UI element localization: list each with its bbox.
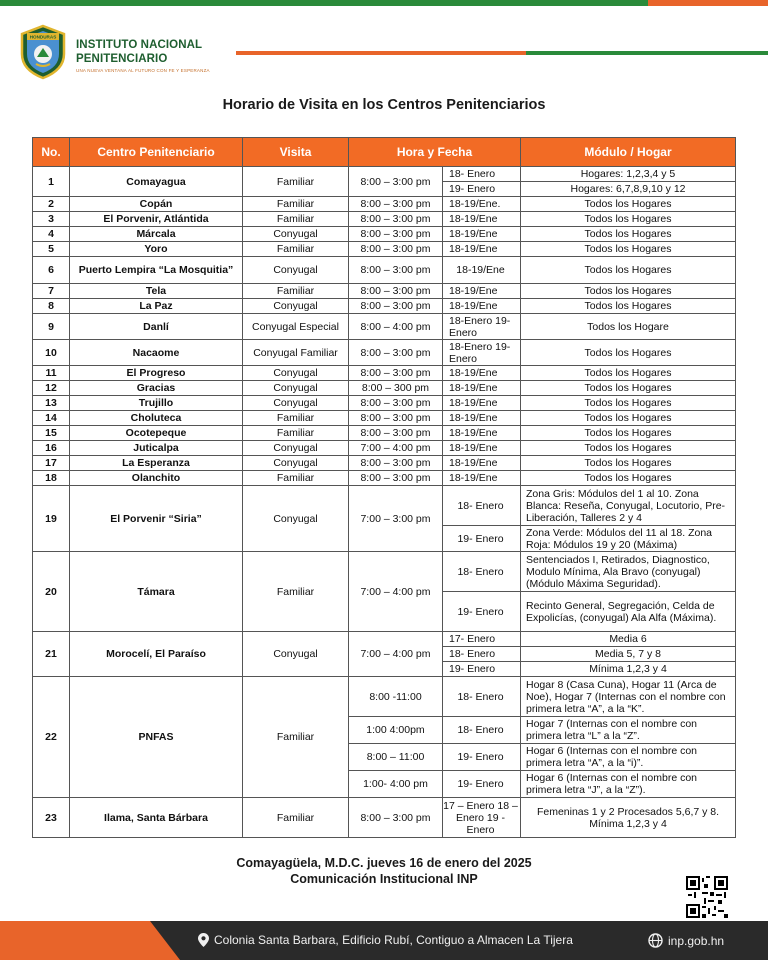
table-row xyxy=(33,441,736,456)
cell-no: 4 xyxy=(33,227,70,242)
cell-fecha: 18-Enero 19- Enero xyxy=(443,340,521,366)
address xyxy=(198,933,573,947)
cell-fecha: 18-19/Ene xyxy=(443,396,521,411)
cell-modulo: Mínima 1,2,3 y 4 xyxy=(521,662,736,677)
table-row xyxy=(33,381,736,396)
table-row xyxy=(33,167,736,182)
page-header xyxy=(18,24,758,84)
cell-fecha: 18-19/Ene xyxy=(443,227,521,242)
cell-hora: 7:00 – 3:00 pm xyxy=(349,486,443,552)
cell-fecha: 18-19/Ene xyxy=(443,411,521,426)
cell-fecha: 18-19/Ene. xyxy=(443,197,521,212)
cell-modulo: Hogares: 1,2,3,4 y 5 xyxy=(521,167,736,182)
table-row xyxy=(33,677,736,717)
cell-hora: 7:00 – 4:00 pm xyxy=(349,441,443,456)
cell-centro: Danlí xyxy=(70,314,243,340)
cell-centro: Trujillo xyxy=(70,396,243,411)
cell-fecha: 17 – Enero 18 – Enero 19 - Enero xyxy=(443,798,521,838)
cell-modulo: Hogar 6 (Internas con el nombre con primera letra “A”, a la “i)”. xyxy=(521,744,736,771)
cell-no: 16 xyxy=(33,441,70,456)
cell-no: 11 xyxy=(33,366,70,381)
cell-no: 18 xyxy=(33,471,70,486)
cell-fecha: 19- Enero xyxy=(443,526,521,552)
table-row xyxy=(33,396,736,411)
table-row xyxy=(33,212,736,227)
table-row xyxy=(33,197,736,212)
cell-fecha: 19- Enero xyxy=(443,592,521,632)
cell-fecha: 18- Enero xyxy=(443,486,521,526)
cell-centro: Choluteca xyxy=(70,411,243,426)
cell-fecha: 18- Enero xyxy=(443,677,521,717)
top-color-band xyxy=(0,0,768,6)
cell-fecha: 19- Enero xyxy=(443,662,521,677)
cell-visita: Conyugal xyxy=(243,257,349,284)
cell-fecha: 17- Enero xyxy=(443,632,521,647)
cell-hora: 8:00 – 3:00 pm xyxy=(349,227,443,242)
cell-hora: 8:00 – 3:00 pm xyxy=(349,798,443,838)
table-row xyxy=(33,314,736,340)
cell-fecha: 18-19/Ene xyxy=(443,257,521,284)
cell-visita: Conyugal Especial xyxy=(243,314,349,340)
location-pin-icon xyxy=(198,933,209,947)
header-no: No. xyxy=(33,138,70,167)
cell-modulo: Hogar 8 (Casa Cuna), Hogar 11 (Arca de Noe), Hogar 7 (Internas con el nombre con primera letra “A”, a la “K”. xyxy=(521,677,736,717)
cell-hora: 8:00 – 3:00 pm xyxy=(349,212,443,227)
cell-modulo: Todos los Hogare xyxy=(521,314,736,340)
cell-modulo: Todos los Hogares xyxy=(521,471,736,486)
cell-no: 9 xyxy=(33,314,70,340)
schedule-table xyxy=(32,137,736,838)
cell-no: 2 xyxy=(33,197,70,212)
cell-fecha: 18-19/Ene xyxy=(443,284,521,299)
cell-modulo: Todos los Hogares xyxy=(521,197,736,212)
cell-no: 12 xyxy=(33,381,70,396)
cell-hora: 8:00 – 3:00 pm xyxy=(349,299,443,314)
cell-modulo: Todos los Hogares xyxy=(521,456,736,471)
cell-modulo: Femeninas 1 y 2 Procesados 5,6,7 y 8. Mínima 1,2,3 y 4 xyxy=(521,798,736,838)
cell-hora: 8:00 – 3:00 pm xyxy=(349,242,443,257)
cell-hora: 8:00 – 11:00 xyxy=(349,744,443,771)
cell-centro: Gracias xyxy=(70,381,243,396)
cell-visita: Conyugal xyxy=(243,456,349,471)
cell-fecha: 18- Enero xyxy=(443,167,521,182)
cell-no: 22 xyxy=(33,677,70,798)
cell-modulo: Zona Gris: Módulos del 1 al 10. Zona Blanca: Reseña, Conyugal, Locutorio, Pre-Liberación, Talleres 2 y 4 xyxy=(521,486,736,526)
cell-visita: Familiar xyxy=(243,552,349,632)
cell-hora: 1:00 4:00pm xyxy=(349,717,443,744)
cell-fecha: 18-19/Ene xyxy=(443,441,521,456)
cell-modulo: Hogar 6 (Internas con el nombre con primera letra “J”, a la “Z”). xyxy=(521,771,736,798)
cell-visita: Familiar xyxy=(243,197,349,212)
footer-signature xyxy=(0,855,768,887)
cell-modulo: Todos los Hogares xyxy=(521,411,736,426)
table-row xyxy=(33,299,736,314)
table-row xyxy=(33,242,736,257)
table-row xyxy=(33,411,736,426)
cell-fecha: 18-19/Ene xyxy=(443,426,521,441)
cell-fecha: 18- Enero xyxy=(443,647,521,662)
cell-modulo: Todos los Hogares xyxy=(521,212,736,227)
cell-visita: Familiar xyxy=(243,284,349,299)
cell-visita: Conyugal xyxy=(243,486,349,552)
table-row xyxy=(33,227,736,242)
cell-no: 23 xyxy=(33,798,70,838)
cell-centro: Nacaome xyxy=(70,340,243,366)
cell-centro: Comayagua xyxy=(70,167,243,197)
cell-modulo: Recinto General, Segregación, Celda de Expolicías, (conyugal) Ala Alfa (Máxima). xyxy=(521,592,736,632)
cell-centro: Juticalpa xyxy=(70,441,243,456)
cell-no: 3 xyxy=(33,212,70,227)
cell-modulo: Todos los Hogares xyxy=(521,299,736,314)
table-row xyxy=(33,456,736,471)
cell-fecha: 18- Enero xyxy=(443,717,521,744)
cell-modulo: Media 6 xyxy=(521,632,736,647)
website[interactable] xyxy=(648,933,724,948)
institution-logo xyxy=(18,24,68,80)
cell-visita: Familiar xyxy=(243,167,349,197)
cell-modulo: Todos los Hogares xyxy=(521,227,736,242)
cell-visita: Conyugal Familiar xyxy=(243,340,349,366)
cell-hora: 7:00 – 4:00 pm xyxy=(349,552,443,632)
table-row xyxy=(33,552,736,592)
cell-no: 17 xyxy=(33,456,70,471)
cell-visita: Conyugal xyxy=(243,381,349,396)
cell-visita: Familiar xyxy=(243,212,349,227)
cell-modulo: Todos los Hogares xyxy=(521,441,736,456)
cell-no: 10 xyxy=(33,340,70,366)
cell-no: 1 xyxy=(33,167,70,197)
header-modulo: Módulo / Hogar xyxy=(521,138,736,167)
cell-hora: 8:00 – 4:00 pm xyxy=(349,314,443,340)
cell-hora: 8:00 – 3:00 pm xyxy=(349,257,443,284)
cell-hora: 8:00 – 3:00 pm xyxy=(349,340,443,366)
cell-modulo: Todos los Hogares xyxy=(521,396,736,411)
footer-date: Comayagüela, M.D.C. jueves 16 de enero del 2025 xyxy=(236,856,532,870)
cell-fecha: 18- Enero xyxy=(443,552,521,592)
cell-modulo: Todos los Hogares xyxy=(521,242,736,257)
cell-hora: 8:00 – 3:00 pm xyxy=(349,471,443,486)
page-title: Horario de Visita en los Centros Penitenciarios xyxy=(222,97,546,113)
cell-no: 8 xyxy=(33,299,70,314)
cell-fecha: 18-19/Ene xyxy=(443,366,521,381)
cell-fecha: 19- Enero xyxy=(443,182,521,197)
cell-centro: Copán xyxy=(70,197,243,212)
cell-centro: El Porvenir, Atlántida xyxy=(70,212,243,227)
cell-hora: 8:00 – 3:00 pm xyxy=(349,197,443,212)
cell-visita: Familiar xyxy=(243,426,349,441)
cell-visita: Familiar xyxy=(243,798,349,838)
cell-no: 20 xyxy=(33,552,70,632)
cell-hora: 8:00 -11:00 xyxy=(349,677,443,717)
cell-modulo: Hogares: 6,7,8,9,10 y 12 xyxy=(521,182,736,197)
cell-centro: Ilama, Santa Bárbara xyxy=(70,798,243,838)
table-row xyxy=(33,366,736,381)
table-header-row xyxy=(33,138,736,167)
cell-fecha: 18-19/Ene xyxy=(443,299,521,314)
cell-hora: 8:00 – 300 pm xyxy=(349,381,443,396)
cell-centro: La Paz xyxy=(70,299,243,314)
website-text[interactable]: inp.gob.hn xyxy=(668,933,725,948)
cell-no: 15 xyxy=(33,426,70,441)
table-row xyxy=(33,284,736,299)
cell-no: 21 xyxy=(33,632,70,677)
cell-fecha: 18-19/Ene xyxy=(443,212,521,227)
cell-fecha: 18-Enero 19- Enero xyxy=(443,314,521,340)
cell-no: 7 xyxy=(33,284,70,299)
bottom-contact-bar xyxy=(0,921,768,960)
cell-hora: 8:00 – 3:00 pm xyxy=(349,396,443,411)
cell-hora: 8:00 – 3:00 pm xyxy=(349,411,443,426)
cell-modulo: Zona Verde: Módulos del 11 al 18. Zona Roja: Módulos 19 y 20 (Máxima) xyxy=(521,526,736,552)
footer-department: Comunicación Institucional INP xyxy=(290,872,478,886)
address-text: Colonia Santa Barbara, Edificio Rubí, Contiguo a Almacen La Tijera xyxy=(214,933,573,947)
table-row xyxy=(33,486,736,526)
header-visita: Visita xyxy=(243,138,349,167)
cell-centro: El Porvenir “Siria” xyxy=(70,486,243,552)
header-hora-fecha: Hora y Fecha xyxy=(349,138,521,167)
cell-visita: Conyugal xyxy=(243,632,349,677)
cell-hora: 8:00 – 3:00 pm xyxy=(349,366,443,381)
cell-modulo: Todos los Hogares xyxy=(521,381,736,396)
table-row xyxy=(33,426,736,441)
cell-no: 14 xyxy=(33,411,70,426)
cell-visita: Conyugal xyxy=(243,441,349,456)
table-row xyxy=(33,257,736,284)
cell-hora: 8:00 – 3:00 pm xyxy=(349,456,443,471)
cell-modulo: Todos los Hogares xyxy=(521,340,736,366)
cell-fecha: 18-19/Ene xyxy=(443,242,521,257)
table-row xyxy=(33,340,736,366)
cell-visita: Familiar xyxy=(243,677,349,798)
cell-centro: Olanchito xyxy=(70,471,243,486)
table-row xyxy=(33,471,736,486)
cell-centro: El Progreso xyxy=(70,366,243,381)
table-row xyxy=(33,632,736,647)
cell-visita: Conyugal xyxy=(243,299,349,314)
cell-fecha: 19- Enero xyxy=(443,744,521,771)
cell-hora: 8:00 – 3:00 pm xyxy=(349,426,443,441)
bottom-accent xyxy=(0,921,180,960)
cell-centro: Márcala xyxy=(70,227,243,242)
cell-centro: Ocotepeque xyxy=(70,426,243,441)
cell-no: 6 xyxy=(33,257,70,284)
header-divider xyxy=(236,51,768,55)
cell-no: 19 xyxy=(33,486,70,552)
cell-no: 5 xyxy=(33,242,70,257)
cell-modulo: Hogar 7 (Internas con el nombre con primera letra “L” a la “Z”. xyxy=(521,717,736,744)
cell-visita: Conyugal xyxy=(243,227,349,242)
globe-icon xyxy=(648,933,663,948)
cell-visita: Familiar xyxy=(243,411,349,426)
cell-fecha: 19- Enero xyxy=(443,771,521,798)
qr-code-icon xyxy=(686,876,728,918)
cell-modulo: Todos los Hogares xyxy=(521,366,736,381)
org-tagline: UNA NUEVA VENTANA AL FUTURO CON FE Y ESPERANZA xyxy=(76,68,210,73)
cell-hora: 7:00 – 4:00 pm xyxy=(349,632,443,677)
cell-centro: PNFAS xyxy=(70,677,243,798)
cell-fecha: 18-19/Ene xyxy=(443,456,521,471)
table-row xyxy=(33,798,736,838)
cell-centro: Tela xyxy=(70,284,243,299)
cell-centro: Morocelí, El Paraíso xyxy=(70,632,243,677)
cell-hora: 8:00 – 3:00 pm xyxy=(349,284,443,299)
cell-modulo: Todos los Hogares xyxy=(521,426,736,441)
svg-text:HONDURAS: HONDURAS xyxy=(29,34,57,40)
cell-modulo: Media 5, 7 y 8 xyxy=(521,647,736,662)
cell-hora: 1:00- 4:00 pm xyxy=(349,771,443,798)
cell-centro: Támara xyxy=(70,552,243,632)
cell-modulo: Todos los Hogares xyxy=(521,257,736,284)
cell-centro: Yoro xyxy=(70,242,243,257)
header-centro: Centro Penitenciario xyxy=(70,138,243,167)
cell-visita: Conyugal xyxy=(243,396,349,411)
cell-fecha: 18-19/Ene xyxy=(443,471,521,486)
cell-centro: Puerto Lempira “La Mosquitia” xyxy=(70,257,243,284)
cell-modulo: Sentenciados I, Retirados, Diagnostico, Modulo Mínima, Ala Bravo (conyugal) (Módulo Máxima Seguridad). xyxy=(521,552,736,592)
org-name: INSTITUTO NACIONAL PENITENCIARIO xyxy=(76,39,203,65)
cell-visita: Familiar xyxy=(243,242,349,257)
cell-visita: Conyugal xyxy=(243,366,349,381)
cell-no: 13 xyxy=(33,396,70,411)
cell-hora: 8:00 – 3:00 pm xyxy=(349,167,443,197)
cell-centro: La Esperanza xyxy=(70,456,243,471)
cell-fecha: 18-19/Ene xyxy=(443,381,521,396)
cell-visita: Familiar xyxy=(243,471,349,486)
cell-modulo: Todos los Hogares xyxy=(521,284,736,299)
